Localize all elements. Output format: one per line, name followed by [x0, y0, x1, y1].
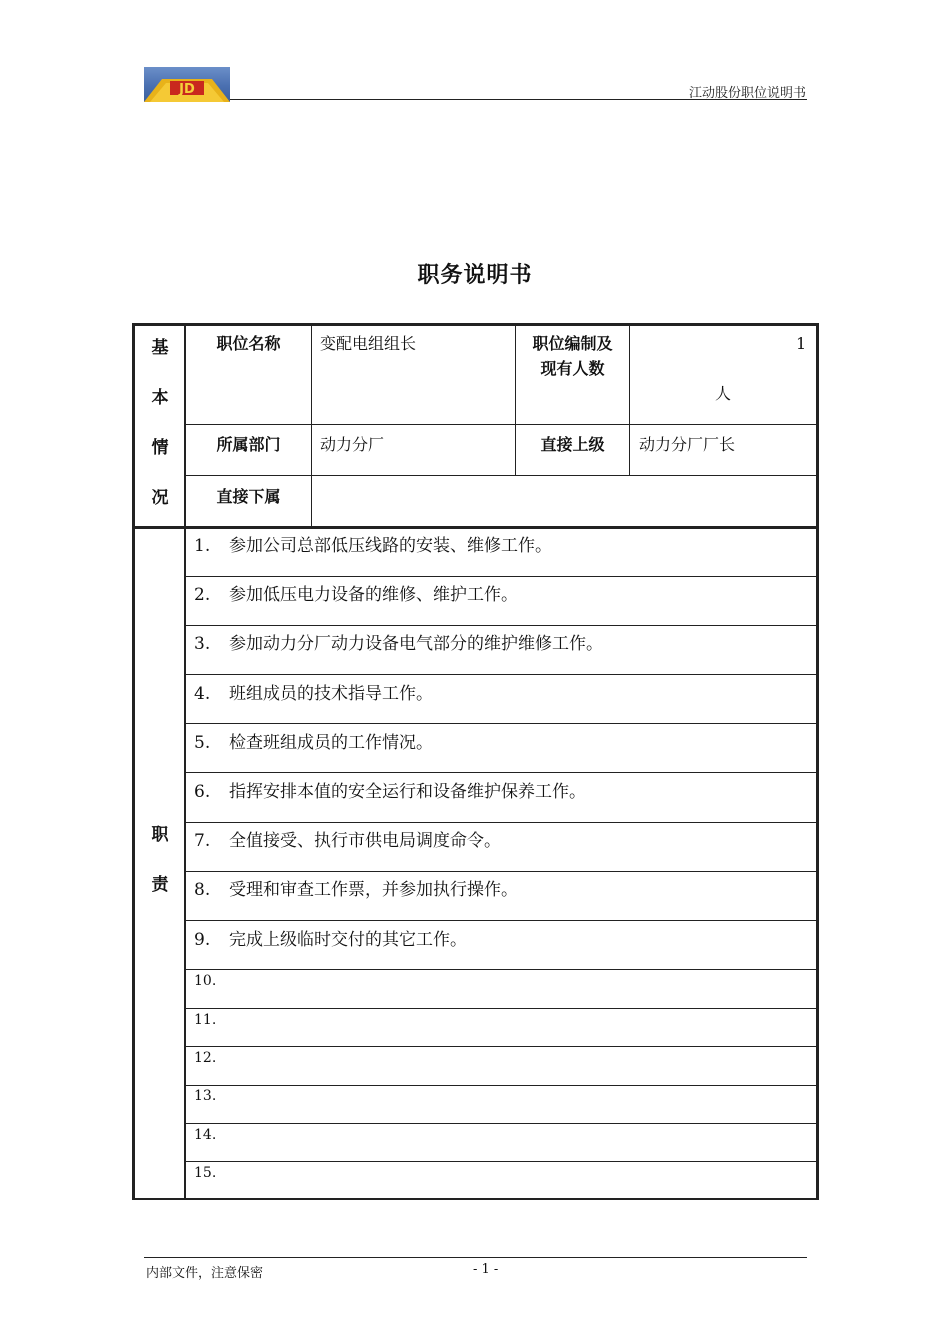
duty-item: 5. 检查班组成员的工作情况。	[194, 733, 433, 753]
table-divider	[186, 424, 816, 425]
department-value: 动力分厂	[320, 435, 385, 454]
page-title: 职务说明书	[417, 263, 533, 288]
duty-item: 6. 指挥安排本值的安全运行和设备维护保养工作。	[194, 782, 586, 802]
duties-section-label-1: 职	[151, 825, 169, 845]
table-divider	[186, 625, 816, 626]
table-divider	[186, 772, 816, 773]
section-divider	[135, 526, 816, 529]
empty-duty-number: 15.	[194, 1165, 217, 1181]
table-divider	[186, 1161, 816, 1162]
basic-section-label-1: 基	[151, 338, 169, 358]
empty-duty-number: 14.	[194, 1127, 217, 1143]
duty-item: 9. 完成上级临时交付的其它工作。	[194, 930, 467, 950]
empty-duty-number: 10.	[194, 973, 217, 989]
headcount-unit: 人	[714, 384, 731, 403]
table-divider	[186, 1123, 816, 1124]
table-divider	[186, 723, 816, 724]
headcount-value: 1	[796, 334, 807, 353]
duty-item: 1. 参加公司总部低压线路的安装、维修工作。	[194, 536, 552, 556]
empty-duty-number: 13.	[194, 1088, 217, 1104]
logo-text: JD	[179, 82, 195, 97]
empty-duty-number: 11.	[194, 1012, 217, 1028]
department-label: 所属部门	[216, 435, 281, 454]
duty-item: 7. 全值接受、执行市供电局调度命令。	[194, 831, 501, 851]
table-divider	[186, 822, 816, 823]
duty-item: 4. 班组成员的技术指导工作。	[194, 684, 433, 704]
basic-section-label-2: 本	[151, 388, 169, 408]
superior-value: 动力分厂厂长	[639, 435, 736, 454]
table-divider	[186, 576, 816, 577]
duties-section-label-2: 责	[151, 875, 169, 895]
superior-label: 直接上级	[540, 435, 605, 454]
headcount-label-line1: 职位编制及	[532, 334, 613, 353]
position-name-label: 职位名称	[216, 334, 281, 353]
position-name-value: 变配电组组长	[320, 334, 417, 353]
footer-rule	[144, 1257, 807, 1258]
header-doc-title: 江动股份职位说明书	[688, 86, 806, 101]
table-divider	[311, 326, 312, 527]
subordinate-label: 直接下属	[216, 487, 281, 506]
empty-duty-number: 12.	[194, 1050, 217, 1066]
company-logo	[144, 67, 230, 102]
table-divider	[186, 475, 816, 476]
table-divider	[184, 326, 186, 1199]
page-number: - 1 -	[473, 1262, 499, 1277]
table-divider	[186, 969, 816, 970]
basic-section-label-4: 况	[151, 488, 169, 508]
confidential-notice: 内部文件，注意保密	[146, 1266, 264, 1281]
duty-item: 2. 参加低压电力设备的维修、维护工作。	[194, 585, 518, 605]
table-divider	[186, 674, 816, 675]
table-divider	[186, 920, 816, 921]
table-divider	[186, 871, 816, 872]
table-divider	[186, 1046, 816, 1047]
basic-section-label-3: 情	[151, 438, 169, 458]
table-divider	[186, 1008, 816, 1009]
duty-item: 3. 参加动力分厂动力设备电气部分的维护维修工作。	[194, 634, 603, 654]
headcount-label-line2: 现有人数	[540, 359, 605, 378]
duty-item: 8. 受理和审查工作票，并参加执行操作。	[194, 880, 518, 900]
table-divider	[186, 1085, 816, 1086]
